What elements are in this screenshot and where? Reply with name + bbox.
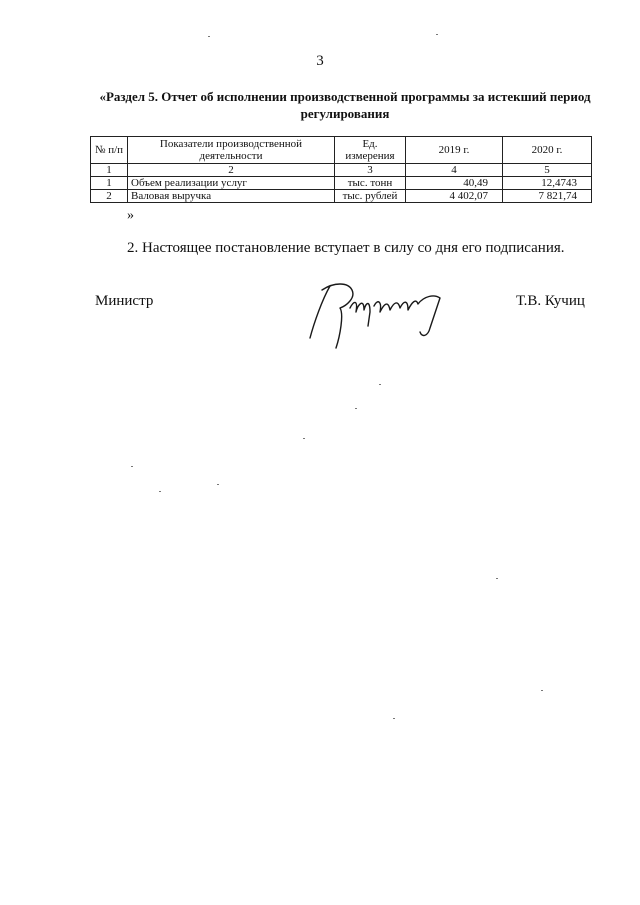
header-year-2019: 2019 г.	[406, 137, 503, 164]
signatory-name: Т.В. Кучиц	[516, 293, 585, 309]
header-number: № п/п	[91, 137, 128, 164]
column-number: 1	[91, 164, 128, 177]
column-number: 4	[406, 164, 503, 177]
scan-speck	[496, 578, 498, 579]
column-number-row	[91, 164, 592, 177]
closing-quote: »	[127, 208, 134, 223]
page-number: 3	[316, 53, 324, 69]
row-unit: тыс. тонн	[335, 177, 406, 190]
scan-speck	[355, 408, 357, 409]
scan-speck	[436, 34, 438, 35]
production-report-table	[90, 136, 592, 203]
column-number: 2	[128, 164, 335, 177]
scan-speck	[159, 491, 161, 492]
header-unit: Ед. измерения	[335, 137, 406, 164]
scan-speck	[379, 384, 381, 385]
scan-speck	[131, 466, 133, 467]
scan-speck	[217, 484, 219, 485]
scan-speck	[393, 718, 395, 719]
column-number: 3	[335, 164, 406, 177]
header-indicator: Показатели производственной деятельности	[128, 137, 335, 164]
table-row	[91, 190, 592, 203]
table-header-row	[91, 137, 592, 164]
table-row	[91, 177, 592, 190]
section-title: «Раздел 5. Отчет об исполнении производственной программы за истекший период регулирования	[99, 89, 591, 121]
row-unit: тыс. рублей	[335, 190, 406, 203]
row-number: 1	[91, 177, 128, 190]
row-value-2019: 4 402,07	[406, 190, 503, 203]
row-value-2020: 7 821,74	[503, 190, 592, 203]
row-value-2020: 12,4743	[503, 177, 592, 190]
effective-date-clause: 2. Настоящее постановление вступает в силу со дня его подписания.	[127, 240, 565, 256]
row-indicator: Объем реализации услуг	[128, 177, 335, 190]
handwritten-signature	[300, 278, 470, 358]
header-year-2020: 2020 г.	[503, 137, 592, 164]
row-number: 2	[91, 190, 128, 203]
scan-speck	[541, 690, 543, 691]
column-number: 5	[503, 164, 592, 177]
row-indicator: Валовая выручка	[128, 190, 335, 203]
scan-speck	[208, 36, 210, 37]
signatory-position: Министр	[95, 293, 154, 309]
row-value-2019: 40,49	[406, 177, 503, 190]
scan-speck	[303, 438, 305, 439]
